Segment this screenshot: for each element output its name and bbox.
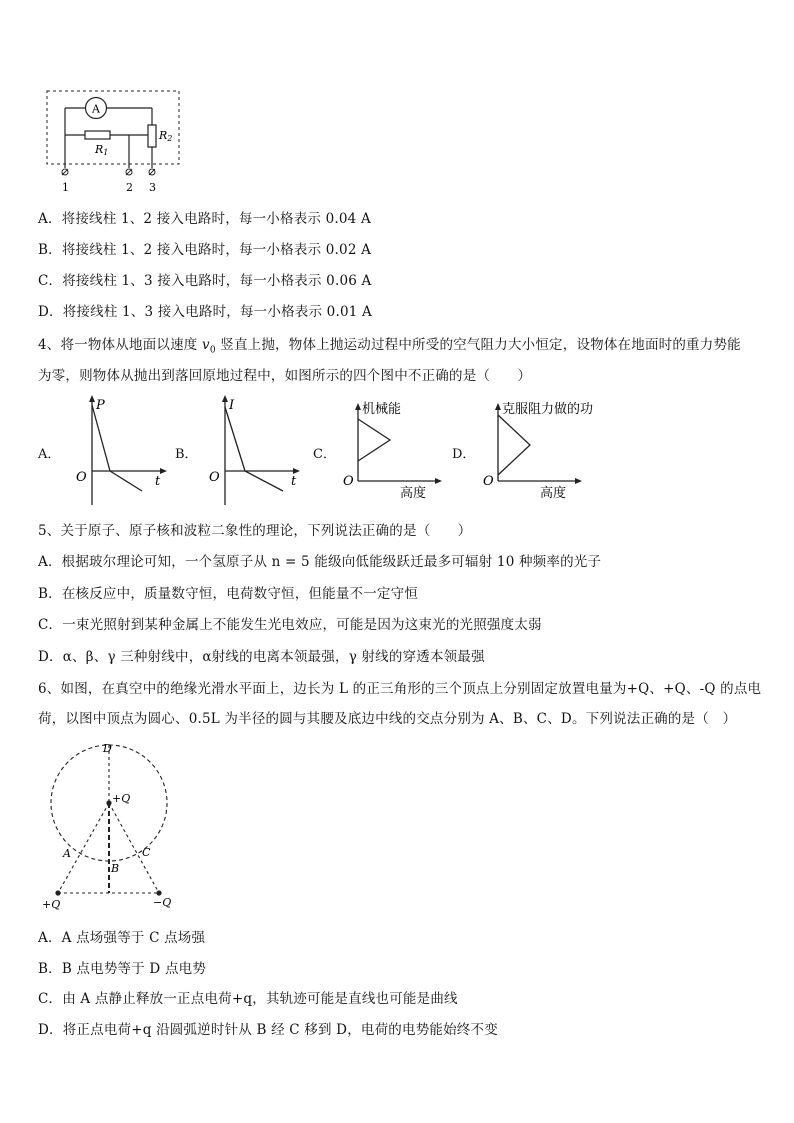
q4-graph-c bbox=[338, 393, 458, 513]
graph-b-xlabel: t bbox=[291, 474, 297, 489]
label-c: C bbox=[142, 846, 151, 859]
graph-a-origin: O bbox=[76, 470, 87, 485]
q5-option-d: D．α、β、γ 三种射线中，α射线的电离本领最强，γ 射线的穿透本领最强 bbox=[38, 649, 485, 665]
graph-c-xlabel: 高度 bbox=[400, 486, 427, 501]
q4-stem-line2: 为零，则物体从抛出到落回原地过程中，如图所示的四个图中不正确的是（ ） bbox=[38, 368, 532, 384]
graph-b-ylabel: I bbox=[229, 398, 235, 413]
graph-a-ylabel: P bbox=[96, 398, 105, 413]
q6-option-b: B．B 点电势等于 D 点电势 bbox=[38, 961, 207, 977]
q5-option-c: C．一束光照射到某种金属上不能发生光电效应，可能是因为这束光的光照强度太弱 bbox=[38, 617, 542, 633]
right-charge bbox=[156, 890, 161, 895]
label-left-q: +Q bbox=[42, 898, 61, 911]
terminal-3-label: 3 bbox=[149, 181, 156, 194]
graph-c-ylabel: 机械能 bbox=[362, 402, 402, 417]
q4-graph-d bbox=[478, 393, 638, 513]
r2-resistor bbox=[148, 125, 156, 147]
graph-c-origin: O bbox=[343, 474, 354, 489]
q3-option-b: B．将接线柱 1、2 接入电路时，每一小格表示 0.02 A bbox=[38, 242, 372, 258]
label-right-q: −Q bbox=[153, 896, 172, 909]
graph-d-xlabel: 高度 bbox=[540, 486, 567, 501]
q4-option-b-label: B． bbox=[175, 447, 198, 462]
label-a: A bbox=[63, 847, 71, 860]
q6-option-c: C．由 A 点静止释放一正点电荷+q，其轨迹可能是直线也可能是曲线 bbox=[38, 991, 458, 1007]
q6-option-a: A．A 点场强等于 C 点场强 bbox=[38, 930, 206, 946]
q4-graph-b bbox=[205, 393, 305, 513]
q5-stem: 5、关于原子、原子核和波粒二象性的理论，下列说法正确的是（ ） bbox=[38, 523, 472, 539]
r2-label: R2 bbox=[159, 129, 173, 143]
terminal-1-label: 1 bbox=[62, 181, 69, 194]
q6-option-d: D．将正点电荷+q 沿圆弧逆时针从 B 经 C 移到 D，电荷的电势能始终不变 bbox=[38, 1022, 498, 1038]
label-d: D bbox=[103, 742, 112, 755]
q5-option-a: A．根据玻尔理论可知，一个氢原子从 n = 5 能级向低能级跃迁最多可辐射 10 种频率的光子 bbox=[38, 554, 602, 570]
graph-b-origin: O bbox=[209, 470, 220, 485]
r1-label: R1 bbox=[95, 143, 109, 157]
label-top-q: +Q bbox=[112, 792, 131, 805]
graph-a-xlabel: t bbox=[155, 474, 161, 489]
q6-stem-line2: 荷，以图中顶点为圆心、0.5L 为半径的圆与其腰及底边中线的交点分别为 A、B、C、D。下列说法正确的是（ ） bbox=[38, 711, 737, 727]
q6-triangle-figure bbox=[38, 740, 188, 915]
graph-d-origin: O bbox=[483, 474, 494, 489]
circuit-svg bbox=[40, 85, 185, 195]
q3-option-a: A．将接线柱 1、2 接入电路时，每一小格表示 0.04 A bbox=[38, 211, 371, 227]
q5-option-b: B．在核反应中，质量数守恒，电荷数守恒，但能量不一定守恒 bbox=[38, 586, 419, 602]
q4-option-d-label: D． bbox=[452, 447, 476, 462]
ammeter-label: A bbox=[92, 102, 100, 116]
q4-option-a-label: A． bbox=[38, 447, 61, 462]
q4-graph-a bbox=[72, 393, 172, 513]
q4-option-c-label: C． bbox=[313, 447, 336, 462]
q4-stem-line1: 4、将一物体从地面以速度 $v_0$ 竖直上抛，物体上抛运动过程中所受的空气阻力大小恒定，设物体在地面时的重力势能 bbox=[38, 337, 741, 356]
label-b: B bbox=[111, 862, 120, 875]
circuit-diagram bbox=[40, 85, 185, 195]
terminal-2-label: 2 bbox=[126, 181, 133, 194]
left-charge bbox=[55, 890, 60, 895]
q3-option-c: C．将接线柱 1、3 接入电路时，每一小格表示 0.06 A bbox=[38, 273, 372, 289]
q3-option-d: D．将接线柱 1、3 接入电路时，每一小格表示 0.01 A bbox=[38, 304, 372, 320]
q6-stem-line1: 6、如图，在真空中的绝缘光滑水平面上，边长为 L 的正三角形的三个顶点上分别固定放置电量为+Q、+Q、-Q 的点电 bbox=[38, 681, 762, 697]
top-charge bbox=[106, 800, 111, 805]
r1-resistor bbox=[85, 131, 110, 139]
dashed-box bbox=[47, 91, 179, 164]
graph-d-ylabel: 克服阻力做的功 bbox=[502, 402, 594, 417]
